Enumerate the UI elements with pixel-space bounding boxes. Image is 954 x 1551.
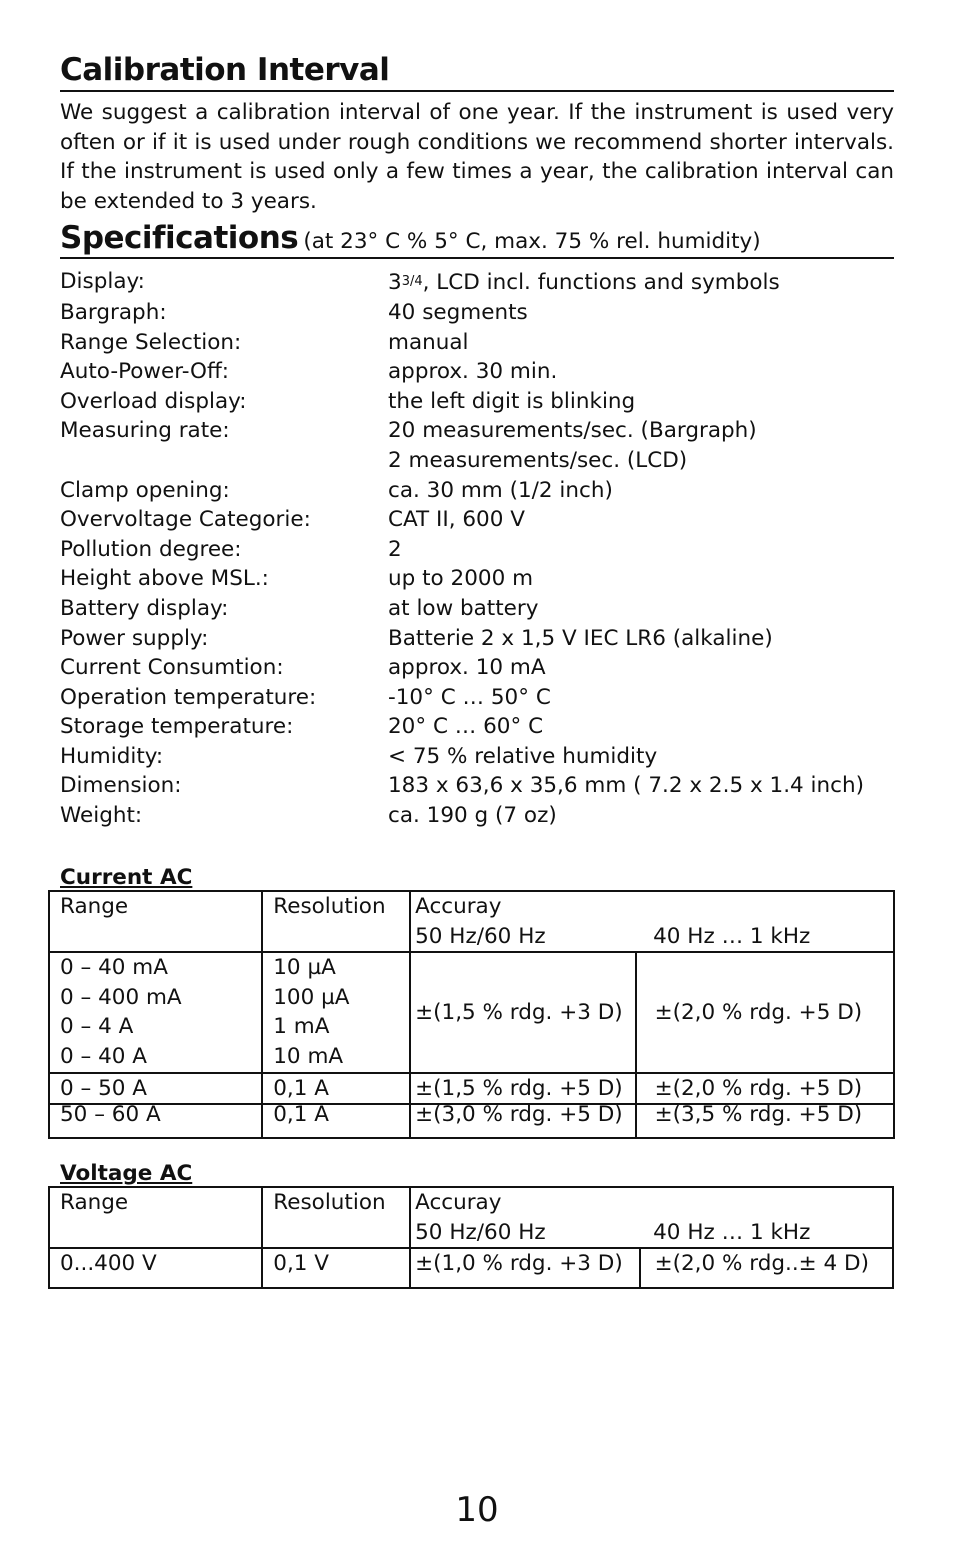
header-accuracy: Accuray 50 Hz/60 Hz 40 Hz … 1 kHz bbox=[410, 891, 894, 952]
spec-value: -10° C … 50° C bbox=[388, 684, 551, 710]
spec-value: 20 measurements/sec. (Bargraph) bbox=[388, 418, 757, 444]
spec-label: Auto-Power-Off: bbox=[60, 359, 230, 385]
calibration-text: We suggest a calibration interval of one year. If the instrument is used very often or if it is used under rough conditions we recommend shorter intervals. If the instrument is used only a few times a year, the calibration interval can be extended to 3 years. bbox=[60, 100, 894, 214]
header-resolution: Resolution bbox=[262, 891, 410, 952]
spec-value: at low battery bbox=[388, 595, 539, 621]
spec-row bbox=[60, 446, 894, 476]
spec-label bbox=[60, 446, 388, 476]
spec-row bbox=[60, 267, 894, 298]
current-ac-title: Current AC bbox=[60, 865, 193, 890]
spec-value: 40 segments bbox=[388, 299, 528, 325]
spec-label: Operation temperature: bbox=[60, 684, 317, 710]
spec-value: up to 2000 m bbox=[388, 566, 534, 592]
table-row bbox=[49, 952, 894, 1072]
spec-value: ca. 30 mm (1/2 inch) bbox=[388, 477, 613, 503]
spec-row bbox=[60, 801, 894, 831]
accuracy-cell-2: ±(2,0 % rdg. +5 D) bbox=[636, 1073, 894, 1105]
accuracy-cell-2: ±(2,0 % rdg..± 4 D) bbox=[640, 1248, 893, 1288]
spec-row bbox=[60, 357, 894, 387]
spec-row bbox=[60, 387, 894, 417]
spec-value: 2 bbox=[388, 536, 402, 562]
accuracy-cell-2: ±(2,0 % rdg. +5 D) bbox=[636, 952, 894, 1072]
header-freq-2: 40 Hz … 1 kHz bbox=[653, 923, 811, 949]
spec-label: Storage temperature: bbox=[60, 714, 294, 740]
table-row bbox=[49, 1073, 894, 1105]
header-freq-1: 50 Hz/60 Hz bbox=[415, 923, 546, 949]
spec-value: approx. 10 mA bbox=[388, 655, 546, 681]
specifications-title: Specifications bbox=[60, 220, 299, 257]
resolution-cell: 0,1 V bbox=[262, 1248, 410, 1288]
header-range: Range bbox=[49, 891, 262, 952]
spec-row bbox=[60, 624, 894, 654]
spec-row bbox=[60, 683, 894, 713]
resolution-cell: 0,1 A bbox=[262, 1073, 410, 1105]
page-number: 10 bbox=[455, 1490, 499, 1530]
calibration-title: Calibration Interval bbox=[60, 52, 894, 92]
spec-label: Range Selection: bbox=[60, 329, 242, 355]
voltage-ac-title: Voltage AC bbox=[60, 1161, 193, 1186]
spec-value: < 75 % relative humidity bbox=[388, 743, 658, 769]
spec-row bbox=[60, 594, 894, 624]
header-freq-1: 50 Hz/60 Hz bbox=[415, 1219, 546, 1245]
header-range: Range bbox=[49, 1187, 262, 1248]
specifications-subtitle: (at 23° C % 5° C, max. 75 % rel. humidity) bbox=[303, 229, 761, 255]
accuracy-cell-1: ±(1,0 % rdg. +3 D) bbox=[410, 1248, 639, 1288]
spec-value: 183 x 63,6 x 35,6 mm ( 7.2 x 2.5 x 1.4 inch) bbox=[388, 773, 864, 799]
spec-label: Power supply: bbox=[60, 625, 209, 651]
resolution-cell: 0,1 A bbox=[262, 1104, 410, 1138]
spec-label: Weight: bbox=[60, 803, 143, 829]
spec-row bbox=[60, 298, 894, 328]
accuracy-cell-1: ±(3,0 % rdg. +5 D) bbox=[410, 1104, 635, 1138]
spec-label: Battery display: bbox=[60, 595, 229, 621]
spec-row bbox=[60, 771, 894, 801]
range-cell: 0...400 V bbox=[49, 1248, 262, 1288]
table-row bbox=[49, 1248, 893, 1288]
spec-value: approx. 30 min. bbox=[388, 359, 558, 385]
page bbox=[60, 52, 894, 831]
voltage-ac-table bbox=[48, 1186, 894, 1289]
range-cell: 50 – 60 A bbox=[49, 1104, 262, 1138]
spec-label: Overvoltage Categorie: bbox=[60, 507, 311, 533]
spec-value-display: $3^{3/4}$, LCD incl. functions and symbols bbox=[388, 270, 780, 296]
spec-label: Overload display: bbox=[60, 388, 247, 414]
spec-row bbox=[60, 712, 894, 742]
spec-label: Clamp opening: bbox=[60, 477, 230, 503]
spec-label: Current Consumtion: bbox=[60, 655, 284, 681]
current-ac-table bbox=[48, 890, 895, 1139]
header-accuracy: Accuray 50 Hz/60 Hz 40 Hz … 1 kHz bbox=[410, 1187, 893, 1248]
spec-value: CAT II, 600 V bbox=[388, 507, 525, 533]
spec-label: Dimension: bbox=[60, 773, 182, 799]
specifications-heading bbox=[60, 220, 894, 259]
table-row bbox=[49, 1104, 894, 1138]
accuracy-cell-2: ±(3,5 % rdg. +5 D) bbox=[636, 1104, 894, 1138]
accuracy-cell-1: ±(1,5 % rdg. +3 D) bbox=[410, 952, 635, 1072]
spec-value: Batterie 2 x 1,5 V IEC LR6 (alkaline) bbox=[388, 625, 773, 651]
spec-row bbox=[60, 505, 894, 535]
spec-value: 20° C … 60° C bbox=[388, 714, 544, 740]
spec-value: manual bbox=[388, 329, 469, 355]
spec-value: 2 measurements/sec. (LCD) bbox=[388, 447, 688, 473]
range-cell: 0 – 50 A bbox=[49, 1073, 262, 1105]
spec-value: the left digit is blinking bbox=[388, 388, 636, 414]
spec-row bbox=[60, 416, 894, 446]
header-resolution: Resolution bbox=[262, 1187, 410, 1248]
spec-list bbox=[60, 267, 894, 830]
spec-row bbox=[60, 476, 894, 506]
current-ac-section bbox=[60, 865, 894, 1128]
spec-label: Humidity: bbox=[60, 743, 164, 769]
spec-row bbox=[60, 328, 894, 358]
resolution-cell: 10 µA 100 µA 1 mA 10 mA bbox=[262, 952, 410, 1072]
spec-label: Measuring rate: bbox=[60, 418, 230, 444]
table-header-row bbox=[49, 891, 894, 952]
spec-label: Height above MSL.: bbox=[60, 566, 269, 592]
voltage-ac-section bbox=[60, 1161, 894, 1277]
header-freq-2: 40 Hz … 1 kHz bbox=[653, 1219, 811, 1245]
spec-row bbox=[60, 564, 894, 594]
table-header-row bbox=[49, 1187, 893, 1248]
range-cell: 0 – 40 mA 0 – 400 mA 0 – 4 A 0 – 40 A bbox=[49, 952, 262, 1072]
spec-row bbox=[60, 742, 894, 772]
spec-label: Pollution degree: bbox=[60, 536, 242, 562]
accuracy-cell-1: ±(1,5 % rdg. +5 D) bbox=[410, 1073, 635, 1105]
spec-value: ca. 190 g (7 oz) bbox=[388, 803, 557, 829]
spec-label: Display: bbox=[60, 269, 145, 295]
spec-label: Bargraph: bbox=[60, 299, 167, 325]
spec-row bbox=[60, 653, 894, 683]
spec-row bbox=[60, 535, 894, 565]
